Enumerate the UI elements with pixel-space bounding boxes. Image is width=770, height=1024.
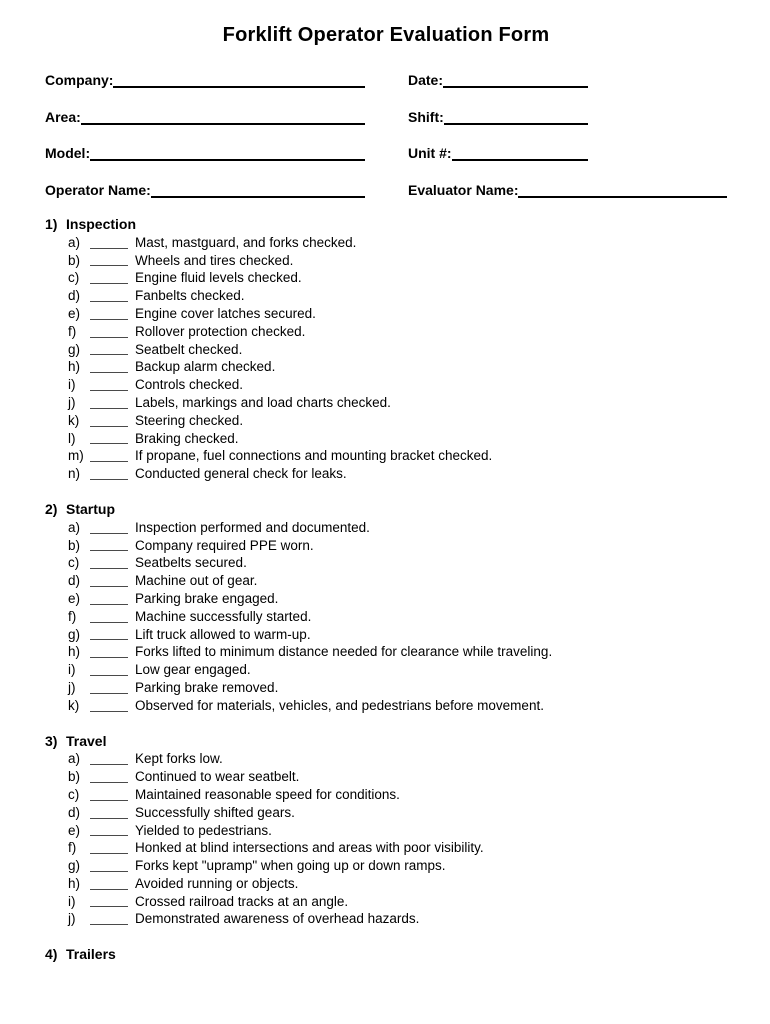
checklist-item bbox=[45, 305, 727, 323]
checklist-item bbox=[45, 394, 727, 412]
model-input-line[interactable] bbox=[90, 147, 365, 161]
checklist-item bbox=[45, 626, 727, 644]
item-letter: d) bbox=[68, 288, 81, 304]
item-blank-line[interactable] bbox=[90, 558, 128, 569]
item-letter: j) bbox=[68, 679, 76, 695]
item-letter: f) bbox=[68, 323, 77, 339]
item-blank-line[interactable] bbox=[90, 344, 128, 355]
checklist-item bbox=[45, 608, 727, 626]
item-blank-line[interactable] bbox=[90, 416, 128, 427]
unit-number-label: Unit #: bbox=[408, 145, 452, 161]
item-letter: h) bbox=[68, 875, 81, 891]
section-heading bbox=[45, 501, 727, 519]
header-fields bbox=[45, 70, 727, 200]
section-number: 1) bbox=[45, 216, 58, 232]
item-text: Continued to wear seatbelt. bbox=[135, 769, 300, 785]
model-field bbox=[45, 143, 365, 163]
item-text: Fanbelts checked. bbox=[135, 288, 245, 304]
item-letter: e) bbox=[68, 822, 81, 838]
item-letter: d) bbox=[68, 573, 81, 589]
item-letter: n) bbox=[68, 466, 81, 482]
section-heading bbox=[45, 946, 727, 964]
item-blank-line[interactable] bbox=[90, 238, 128, 249]
item-blank-line[interactable] bbox=[90, 469, 128, 480]
section-title: Inspection bbox=[66, 216, 137, 232]
section-heading bbox=[45, 733, 727, 751]
item-letter: j) bbox=[68, 394, 76, 410]
item-text: Wheels and tires checked. bbox=[135, 252, 294, 268]
item-letter: i) bbox=[68, 662, 76, 678]
item-letter: c) bbox=[68, 786, 80, 802]
item-text: Braking checked. bbox=[135, 430, 239, 446]
checklist-item bbox=[45, 465, 727, 483]
company-label: Company: bbox=[45, 72, 114, 88]
item-blank-line[interactable] bbox=[90, 808, 128, 819]
checklist-item bbox=[45, 786, 727, 804]
item-text: If propane, fuel connections and mounting bracket checked. bbox=[135, 448, 493, 464]
item-text: Low gear engaged. bbox=[135, 662, 251, 678]
item-letter: h) bbox=[68, 644, 81, 660]
item-letter: j) bbox=[68, 911, 76, 927]
item-blank-line[interactable] bbox=[90, 594, 128, 605]
item-blank-line[interactable] bbox=[90, 451, 128, 462]
item-blank-line[interactable] bbox=[90, 754, 128, 765]
item-letter: k) bbox=[68, 697, 80, 713]
section-title: Startup bbox=[66, 500, 115, 517]
section-title: Travel bbox=[66, 732, 107, 749]
item-blank-line[interactable] bbox=[90, 914, 128, 925]
section-inspection bbox=[45, 216, 727, 483]
item-text: Backup alarm checked. bbox=[135, 359, 276, 375]
checklist-item bbox=[45, 554, 727, 572]
item-letter: i) bbox=[68, 377, 76, 393]
checklist-item bbox=[45, 750, 727, 768]
item-blank-line[interactable] bbox=[90, 683, 128, 694]
item-letter: g) bbox=[68, 626, 81, 642]
item-letter: b) bbox=[68, 769, 81, 785]
checklist-item bbox=[45, 358, 727, 376]
item-text: Machine out of gear. bbox=[135, 573, 258, 589]
model-label: Model: bbox=[45, 145, 91, 161]
section-heading bbox=[45, 216, 727, 234]
item-letter: m) bbox=[68, 448, 84, 464]
date-label: Date: bbox=[408, 72, 444, 88]
item-blank-line[interactable] bbox=[90, 540, 128, 551]
item-text: Seatbelts secured. bbox=[135, 555, 247, 571]
item-blank-line[interactable] bbox=[90, 433, 128, 444]
item-blank-line[interactable] bbox=[90, 665, 128, 676]
item-blank-line[interactable] bbox=[90, 327, 128, 338]
item-blank-line[interactable] bbox=[90, 362, 128, 373]
area-label: Area: bbox=[45, 108, 81, 125]
checklist-item bbox=[45, 857, 727, 875]
item-text: Engine fluid levels checked. bbox=[135, 270, 302, 286]
item-text: Conducted general check for leaks. bbox=[135, 466, 347, 482]
unit-number-field bbox=[408, 143, 588, 163]
date-field bbox=[408, 70, 588, 90]
item-blank-line[interactable] bbox=[90, 255, 128, 266]
shift-input-line[interactable] bbox=[444, 111, 588, 125]
item-blank-line[interactable] bbox=[90, 612, 128, 623]
item-blank-line[interactable] bbox=[90, 380, 128, 391]
item-letter: c) bbox=[68, 555, 80, 571]
item-text: Rollover protection checked. bbox=[135, 323, 306, 339]
section-number: 4) bbox=[45, 946, 58, 963]
checklist-item bbox=[45, 537, 727, 555]
item-blank-line[interactable] bbox=[90, 896, 128, 907]
item-letter: h) bbox=[68, 359, 81, 375]
header-row bbox=[45, 143, 727, 163]
checklist-item bbox=[45, 412, 727, 430]
item-text: Yielded to pedestrians. bbox=[135, 822, 272, 838]
item-blank-line[interactable] bbox=[90, 576, 128, 587]
item-letter: c) bbox=[68, 270, 80, 286]
item-text: Honked at blind intersections and areas with poor visibility. bbox=[135, 840, 484, 856]
company-input-line[interactable] bbox=[113, 74, 365, 88]
checklist-item bbox=[45, 822, 727, 840]
item-text: Seatbelt checked. bbox=[135, 341, 243, 357]
item-blank-line[interactable] bbox=[90, 647, 128, 658]
section-startup bbox=[45, 501, 727, 715]
item-text: Observed for materials, vehicles, and pedestrians before movement. bbox=[135, 697, 544, 713]
checklist-item bbox=[45, 269, 727, 287]
company-field bbox=[45, 70, 365, 90]
item-blank-line[interactable] bbox=[90, 309, 128, 320]
item-text: Labels, markings and load charts checked. bbox=[135, 394, 391, 410]
sections bbox=[45, 216, 727, 964]
item-blank-line[interactable] bbox=[90, 861, 128, 872]
item-blank-line[interactable] bbox=[90, 772, 128, 783]
shift-field bbox=[408, 107, 588, 127]
header-row bbox=[45, 70, 727, 90]
checklist-item bbox=[45, 287, 727, 305]
evaluator-name-label: Evaluator Name: bbox=[408, 181, 519, 198]
section-travel bbox=[45, 733, 727, 929]
checklist-item bbox=[45, 661, 727, 679]
item-text: Lift truck allowed to warm-up. bbox=[135, 626, 311, 642]
item-letter: g) bbox=[68, 858, 81, 874]
item-blank-line[interactable] bbox=[90, 879, 128, 890]
operator-name-label: Operator Name: bbox=[45, 181, 151, 198]
operator-name-input-line[interactable] bbox=[151, 184, 365, 198]
item-blank-line[interactable] bbox=[90, 291, 128, 302]
checklist-item bbox=[45, 697, 727, 715]
item-letter: g) bbox=[68, 341, 81, 357]
item-blank-line[interactable] bbox=[90, 701, 128, 712]
item-letter: f) bbox=[68, 840, 77, 856]
area-field bbox=[45, 107, 365, 127]
item-text: Avoided running or objects. bbox=[135, 875, 299, 891]
section-title: Trailers bbox=[66, 946, 116, 963]
item-letter: d) bbox=[68, 804, 81, 820]
item-text: Maintained reasonable speed for conditions. bbox=[135, 786, 400, 802]
item-blank-line[interactable] bbox=[90, 825, 128, 836]
section-number: 2) bbox=[45, 500, 58, 517]
item-letter: e) bbox=[68, 590, 81, 606]
item-blank-line[interactable] bbox=[90, 843, 128, 854]
checklist-item bbox=[45, 430, 727, 448]
item-text: Parking brake removed. bbox=[135, 679, 279, 695]
item-letter: k) bbox=[68, 412, 80, 428]
item-text: Kept forks low. bbox=[135, 751, 223, 767]
checklist-item bbox=[45, 839, 727, 857]
evaluator-name-input-line[interactable] bbox=[518, 184, 727, 198]
item-text: Crossed railroad tracks at an angle. bbox=[135, 893, 349, 909]
checklist-item bbox=[45, 910, 727, 928]
item-text: Company required PPE worn. bbox=[135, 537, 314, 553]
section-number: 3) bbox=[45, 732, 58, 749]
item-letter: b) bbox=[68, 252, 81, 268]
checklist-item bbox=[45, 376, 727, 394]
item-text: Steering checked. bbox=[135, 412, 244, 428]
item-blank-line[interactable] bbox=[90, 629, 128, 640]
checklist-item bbox=[45, 572, 727, 590]
header-row bbox=[45, 180, 727, 200]
item-letter: i) bbox=[68, 893, 76, 909]
item-text: Controls checked. bbox=[135, 377, 244, 393]
item-text: Mast, mastguard, and forks checked. bbox=[135, 234, 357, 250]
item-letter: f) bbox=[68, 608, 77, 624]
date-input-line[interactable] bbox=[443, 74, 588, 88]
item-letter: a) bbox=[68, 234, 81, 250]
item-blank-line[interactable] bbox=[90, 523, 128, 534]
checklist-item bbox=[45, 323, 727, 341]
checklist-item bbox=[45, 252, 727, 270]
item-text: Engine cover latches secured. bbox=[135, 305, 316, 321]
area-input-line[interactable] bbox=[81, 111, 365, 125]
item-letter: l) bbox=[68, 430, 76, 446]
header-row bbox=[45, 107, 727, 127]
item-text: Successfully shifted gears. bbox=[135, 804, 295, 820]
item-letter: e) bbox=[68, 305, 81, 321]
item-blank-line[interactable] bbox=[90, 273, 128, 284]
item-text: Forks lifted to minimum distance needed for clearance while traveling. bbox=[135, 644, 553, 660]
page-title: Forklift Operator Evaluation Form bbox=[222, 24, 550, 46]
unit-number-input-line[interactable] bbox=[452, 147, 588, 161]
item-letter: b) bbox=[68, 537, 81, 553]
item-text: Demonstrated awareness of overhead hazards. bbox=[135, 911, 420, 927]
checklist-item bbox=[45, 875, 727, 893]
item-text: Machine successfully started. bbox=[135, 608, 312, 624]
checklist-item bbox=[45, 447, 727, 465]
checklist-item bbox=[45, 234, 727, 252]
item-blank-line[interactable] bbox=[90, 790, 128, 801]
checklist-item bbox=[45, 341, 727, 359]
item-letter: a) bbox=[68, 519, 81, 535]
checklist-item bbox=[45, 643, 727, 661]
checklist-item bbox=[45, 893, 727, 911]
checklist-item bbox=[45, 679, 727, 697]
item-text: Inspection performed and documented. bbox=[135, 519, 370, 535]
section-trailers bbox=[45, 946, 727, 964]
item-text: Forks kept "upramp" when going up or down ramps. bbox=[135, 858, 446, 874]
operator-name-field bbox=[45, 180, 365, 200]
item-blank-line[interactable] bbox=[90, 398, 128, 409]
checklist-item bbox=[45, 804, 727, 822]
checklist-item bbox=[45, 768, 727, 786]
shift-label: Shift: bbox=[408, 108, 444, 125]
evaluator-name-field bbox=[408, 180, 727, 200]
checklist-item bbox=[45, 590, 727, 608]
item-letter: a) bbox=[68, 751, 81, 767]
item-text: Parking brake engaged. bbox=[135, 590, 279, 606]
checklist-item bbox=[45, 519, 727, 537]
